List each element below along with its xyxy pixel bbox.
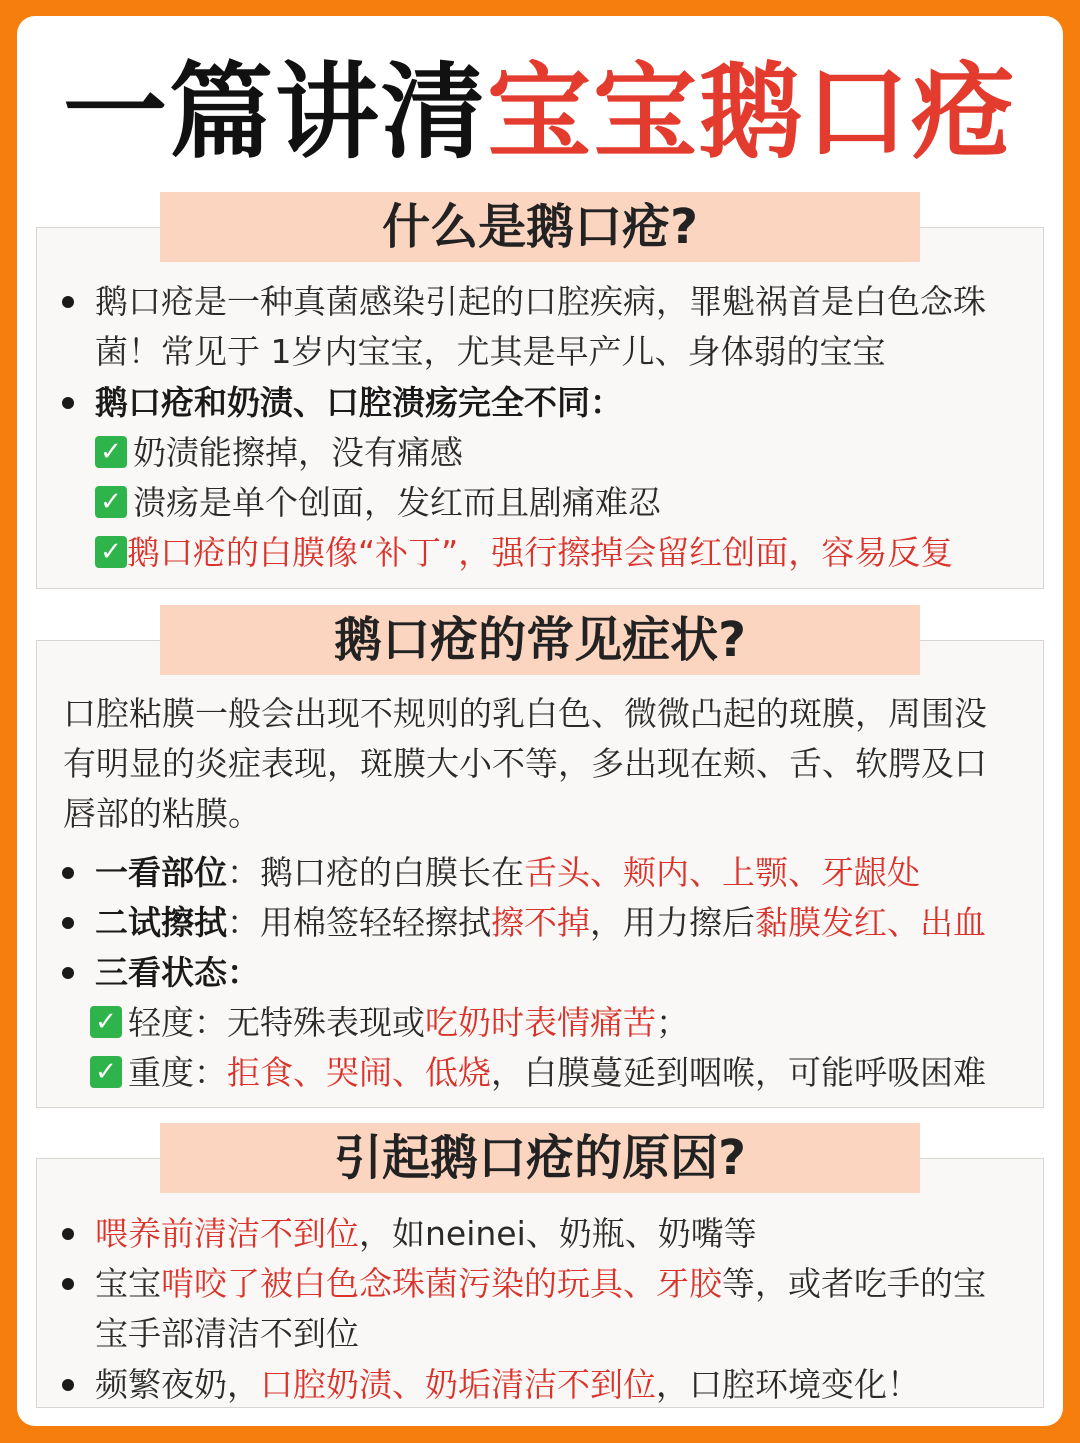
cause-highlight: 口腔奶渍、奶垢清洁不到位 <box>260 1365 656 1404</box>
cause-text: 宝宝 <box>95 1264 161 1303</box>
check-box-icon: ✓ <box>95 486 127 518</box>
check-box-icon: ✓ <box>90 1006 122 1038</box>
symptom-highlight: 舌头、颊内、上颚、牙龈处 <box>524 853 920 892</box>
cause-text: 等，或者吃手的宝 <box>722 1264 986 1303</box>
symptom-text: 用棉签轻轻擦拭 <box>260 903 491 942</box>
difference-heading: 鹅口疮和奶渍、口腔溃疡完全不同： <box>95 383 623 422</box>
cause-text: ，如neinei、奶瓶、奶嘴等 <box>359 1214 757 1253</box>
symptom-label: 二试擦拭 <box>95 903 227 942</box>
check-item-highlight: 拒食、哭闹、低烧 <box>227 1053 491 1092</box>
section-symptoms-heading: 鹅口疮的常见症状? <box>160 605 920 675</box>
check-item-highlight: 吃奶时表情痛苦 <box>425 1003 656 1042</box>
check-item-thrush <box>95 528 953 578</box>
bullet-dot <box>62 1379 74 1391</box>
symptom-wipe-test <box>95 898 986 948</box>
title-part-black: 一篇讲清 <box>62 51 487 173</box>
symptom-location <box>95 848 920 898</box>
bullet-dot <box>62 296 74 308</box>
cause-contaminated-toys-line-2: 宝手部清洁不到位 <box>95 1314 359 1353</box>
cause-highlight: 喂养前清洁不到位 <box>95 1214 359 1253</box>
check-box-icon: ✓ <box>90 1056 122 1088</box>
cause-text: 频繁夜奶， <box>95 1365 260 1404</box>
section-what-is-heading: 什么是鹅口疮? <box>160 192 920 262</box>
symptom-label: 一看部位 <box>95 853 227 892</box>
cause-night-feeding <box>95 1360 920 1410</box>
check-box-icon: ✓ <box>95 436 127 468</box>
symptom-highlight: 擦不掉 <box>491 903 590 942</box>
check-item-text: ； <box>656 1003 689 1042</box>
symptom-state-heading: 三看状态： <box>95 953 260 992</box>
check-item-text: 轻度：无特殊表现或 <box>128 1003 425 1042</box>
symptom-separator: ： <box>227 903 260 942</box>
check-item-severe <box>90 1048 986 1098</box>
symptom-text: ，用力擦后 <box>590 903 755 942</box>
symptom-text: 鹅口疮的白膜长在 <box>260 853 524 892</box>
cause-contaminated-toys <box>95 1259 986 1309</box>
bullet-dot <box>62 917 74 929</box>
bullet-dot <box>62 867 74 879</box>
cause-feeding-hygiene <box>95 1209 757 1259</box>
check-item-mild <box>90 998 689 1048</box>
check-item-text: 奶渍能擦掉，没有痛感 <box>133 433 463 472</box>
check-item-text: ，白膜蔓延到咽喉，可能呼吸困难 <box>491 1053 986 1092</box>
symptoms-paragraph <box>63 689 1038 839</box>
bullet-dot <box>62 967 74 979</box>
paragraph-line: 口腔粘膜一般会出现不规则的乳白色、微微凸起的斑膜，周围没 <box>63 694 987 733</box>
check-item-text: 溃疡是单个创面，发红而且剧痛难忍 <box>133 483 661 522</box>
cause-text: ，口腔环境变化！ <box>656 1365 920 1404</box>
definition-line-1: 鹅口疮是一种真菌感染引起的口腔疾病，罪魁祸首是白色念珠 <box>95 282 986 321</box>
symptom-highlight: 黏膜发红、出血 <box>755 903 986 942</box>
check-item-text: 鹅口疮的白膜像“补丁”，强行擦掉会留红创面，容易反复 <box>127 533 954 572</box>
cause-highlight: 啃咬了被白色念珠菌污染的玩具、牙胶 <box>161 1264 722 1303</box>
check-item-ulcer <box>95 478 661 528</box>
symptom-separator: ： <box>227 853 260 892</box>
check-item-milk-stain <box>95 428 463 478</box>
bullet-dot <box>62 1278 74 1290</box>
page-title <box>0 52 1080 172</box>
check-box-icon: ✓ <box>95 536 127 568</box>
definition-line-2: 菌！常见于 1岁内宝宝，尤其是早产儿、身体弱的宝宝 <box>95 332 886 371</box>
section-causes-heading: 引起鹅口疮的原因? <box>160 1123 920 1193</box>
paragraph-line: 有明显的炎症表现，斑膜大小不等，多出现在颊、舌、软腭及口 <box>63 744 987 783</box>
check-item-text: 重度： <box>128 1053 227 1092</box>
bullet-dot <box>62 1228 74 1240</box>
paragraph-line: 唇部的粘膜。 <box>63 794 261 833</box>
bullet-dot <box>62 397 74 409</box>
title-part-red: 宝宝鹅口疮 <box>487 51 1018 173</box>
